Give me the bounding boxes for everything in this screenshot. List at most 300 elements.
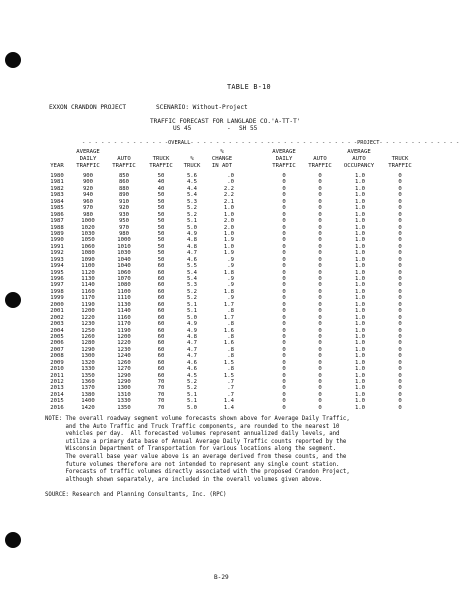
forecast-title: TRAFFIC FORECAST FOR LANGLADE CO.'A-TT-T'	[150, 118, 301, 125]
table-cell: 0	[398, 359, 402, 366]
table-cell: 1991	[50, 243, 64, 250]
table-cell: 70	[157, 379, 165, 385]
table-cell: 1.0	[354, 308, 366, 315]
scenario-label: SCENARIO: Without-Project	[156, 104, 248, 111]
table-cell: .8	[227, 321, 234, 328]
table-cell: 1.0	[354, 230, 366, 237]
table-cell: 1.0	[223, 211, 234, 218]
table-cell: 1030	[81, 230, 95, 237]
project-name: EXXON CRANDON PROJECT	[49, 104, 127, 111]
table-cell: 960	[82, 198, 94, 205]
table-cell: 5.2	[186, 379, 198, 385]
table-cell: 1240	[117, 353, 131, 360]
column-auto-traffic	[110, 173, 138, 411]
table-cell: 2002	[50, 314, 64, 321]
table-cell: 0	[318, 301, 322, 308]
table-cell: 1350	[117, 404, 131, 411]
table-cell: 50	[157, 243, 165, 250]
table-cell: .0	[227, 179, 234, 186]
table-cell: 2000	[50, 301, 64, 308]
table-cell: 50	[157, 211, 165, 218]
table-cell: 0	[318, 288, 322, 295]
table-cell: 1998	[50, 288, 64, 295]
note-line: Wisconsin Department of Transportation for various locations along the segment.	[45, 446, 337, 453]
table-cell: 1.0	[354, 340, 366, 347]
table-cell: .8	[227, 353, 234, 360]
table-cell: 5.4	[186, 192, 198, 199]
table-cell: 2006	[50, 340, 64, 347]
table-cell: 5.4	[186, 276, 198, 282]
table-cell: 0	[282, 218, 286, 225]
table-cell: 2.1	[223, 198, 234, 205]
table-cell: 1130	[81, 276, 95, 282]
table-cell: 60	[157, 372, 165, 379]
table-cell: 1080	[81, 250, 95, 257]
table-title: TABLE B-10	[227, 83, 271, 91]
table-cell: 0	[398, 218, 402, 225]
table-cell: 1.0	[354, 263, 366, 270]
table-cell: .9	[227, 276, 234, 282]
table-cell: 1080	[117, 282, 131, 289]
table-cell: 5.3	[186, 198, 198, 205]
table-cell: 2.0	[223, 218, 234, 225]
table-cell: 4.7	[186, 346, 198, 353]
table-cell: 1.0	[354, 391, 366, 398]
table-cell: 4.7	[186, 353, 198, 360]
table-cell: 1250	[81, 327, 95, 334]
table-cell: 5.2	[186, 295, 198, 302]
table-cell: 0	[318, 308, 322, 315]
column-pct-change	[208, 173, 234, 411]
table-cell: 1.0	[354, 237, 366, 244]
overall-group-header: - - - - - - - - - - - - - -OVERALL- - - - - - - - - - - - -	[82, 140, 271, 146]
header-project-avg-daily-traffic: AVERAGE DAILY TRAFFIC	[272, 149, 296, 169]
column-project-avg-occupancy	[349, 173, 371, 411]
table-cell: 0	[282, 385, 286, 392]
table-cell: 60	[157, 276, 165, 282]
table-cell: 0	[318, 353, 322, 360]
table-cell: 1.0	[354, 282, 366, 289]
table-cell: 1040	[117, 256, 131, 263]
table-cell: 1992	[50, 250, 64, 257]
table-cell: 0	[318, 314, 322, 321]
note-line: NOTE: The overall roadway segment volume forecasts shown above for Average Daily Traffic,	[45, 416, 350, 422]
table-cell: 0	[318, 224, 322, 231]
table-cell: 1.0	[354, 398, 366, 405]
table-cell: 1290	[117, 379, 131, 385]
table-cell: 0	[318, 282, 322, 289]
table-cell: 60	[157, 321, 165, 328]
table-cell: .8	[227, 308, 234, 315]
table-cell: 1.0	[354, 243, 366, 250]
table-cell: .9	[227, 256, 234, 263]
table-cell: 0	[318, 218, 322, 225]
table-cell: 0	[318, 372, 322, 379]
table-cell: 1997	[50, 282, 64, 289]
table-cell: 1270	[117, 366, 131, 373]
table-cell: 2015	[50, 398, 64, 405]
note-line: Forecasts of traffic volumes directly associated with the proposed Crandon Project,	[45, 469, 350, 476]
table-cell: 0	[282, 301, 286, 308]
table-cell: 1.5	[223, 359, 234, 366]
table-cell: 0	[398, 179, 402, 186]
table-cell: 1986	[50, 211, 64, 218]
table-cell: 0	[282, 353, 286, 360]
table-cell: 0	[282, 391, 286, 398]
table-cell: 2.2	[223, 185, 234, 192]
table-cell: 1300	[81, 353, 95, 360]
table-cell: 1989	[50, 230, 64, 237]
table-cell: 1.4	[223, 404, 234, 411]
table-cell: 1230	[117, 346, 131, 353]
table-cell: 910	[118, 198, 130, 205]
table-cell: 0	[282, 185, 286, 192]
table-cell: 920	[118, 205, 130, 212]
table-cell: 0	[282, 224, 286, 231]
table-cell: 1.0	[354, 295, 366, 302]
table-cell: 0	[282, 243, 286, 250]
table-cell: 0	[318, 359, 322, 366]
table-cell: 0	[398, 346, 402, 353]
table-cell: 920	[82, 185, 94, 192]
table-cell: 4.9	[186, 327, 198, 334]
table-cell: 0	[318, 295, 322, 302]
table-cell: 1100	[117, 288, 131, 295]
table-cell: 1980	[50, 173, 64, 179]
table-cell: 1320	[81, 359, 95, 366]
table-cell: 930	[118, 211, 130, 218]
table-cell: 1995	[50, 269, 64, 276]
table-cell: .8	[227, 333, 234, 340]
column-year	[46, 173, 68, 411]
table-cell: 1.0	[354, 333, 366, 340]
table-cell: 5.0	[186, 224, 198, 231]
table-cell: 0	[282, 288, 286, 295]
note-line: although shown separately, are included in the overall volumes given above.	[45, 476, 323, 483]
header-year: YEAR	[50, 163, 64, 169]
table-cell: 0	[318, 333, 322, 340]
table-cell: 1.0	[223, 205, 234, 212]
table-cell: 50	[157, 205, 165, 212]
table-cell: 1.6	[223, 340, 234, 347]
table-cell: 60	[157, 359, 165, 366]
table-cell: 1140	[81, 282, 95, 289]
table-cell: 0	[318, 185, 322, 192]
table-cell: 980	[118, 230, 130, 237]
table-cell: 0	[318, 243, 322, 250]
table-cell: 0	[282, 308, 286, 315]
table-cell: 50	[157, 256, 165, 263]
table-cell: 4.8	[186, 237, 198, 244]
table-cell: 1380	[81, 391, 95, 398]
table-cell: 1.0	[354, 198, 366, 205]
table-cell: 1.6	[223, 327, 234, 334]
table-cell: 1.7	[223, 314, 234, 321]
column-avg-daily-traffic	[74, 173, 102, 411]
table-cell: 1000	[117, 237, 131, 244]
column-truck-traffic	[148, 173, 174, 411]
table-cell: 5.6	[186, 173, 198, 179]
table-cell: 0	[398, 263, 402, 270]
table-cell: 5.1	[186, 391, 198, 398]
table-cell: 0	[398, 372, 402, 379]
table-cell: 0	[318, 211, 322, 218]
table-cell: 2009	[50, 359, 64, 366]
table-cell: 0	[282, 372, 286, 379]
table-cell: 1985	[50, 205, 64, 212]
table-cell: 0	[282, 256, 286, 263]
note-line: utilize a primary data base of Annual Average Daily Traffic counts reported by the	[45, 438, 347, 445]
table-cell: 1130	[117, 301, 131, 308]
table-cell: 2001	[50, 308, 64, 315]
table-cell: 1.7	[223, 301, 234, 308]
table-cell: 2.0	[223, 224, 234, 231]
table-cell: 4.8	[186, 243, 198, 250]
table-cell: 1300	[117, 385, 131, 392]
table-cell: 0	[318, 179, 322, 186]
table-cell: 0	[282, 346, 286, 353]
table-cell: 0	[398, 314, 402, 321]
table-cell: 1.0	[354, 173, 366, 179]
table-cell: 0	[318, 379, 322, 385]
table-cell: 970	[82, 205, 94, 212]
table-cell: 1.0	[354, 353, 366, 360]
table-cell: 0	[398, 340, 402, 347]
table-cell: 1090	[81, 256, 95, 263]
table-cell: 50	[157, 192, 165, 199]
table-cell: 60	[157, 346, 165, 353]
table-cell: 1160	[117, 314, 131, 321]
route-b: SH 55	[239, 125, 258, 132]
table-cell: 1310	[117, 391, 131, 398]
table-cell: 0	[318, 205, 322, 212]
table-cell: 60	[157, 333, 165, 340]
column-project-auto-traffic	[309, 173, 331, 411]
table-cell: 1.8	[223, 269, 234, 276]
table-cell: 1999	[50, 295, 64, 302]
table-cell: 1330	[117, 398, 131, 405]
table-cell: 900	[82, 179, 94, 186]
table-cell: 0	[318, 321, 322, 328]
table-cell: 1260	[81, 333, 95, 340]
table-cell: 0	[318, 173, 322, 179]
table-cell: 2016	[50, 404, 64, 411]
table-cell: 0	[398, 366, 402, 373]
table-cell: 0	[282, 237, 286, 244]
table-cell: 0	[398, 308, 402, 315]
table-cell: 50	[157, 230, 165, 237]
header-truck-traffic: TRUCK TRAFFIC	[149, 156, 173, 169]
table-cell: 4.6	[186, 366, 198, 373]
table-cell: 0	[282, 179, 286, 186]
table-cell: 50	[157, 198, 165, 205]
table-cell: 1988	[50, 224, 64, 231]
header-project-auto-traffic: AUTO TRAFFIC	[308, 156, 332, 169]
table-cell: 5.5	[186, 263, 198, 270]
table-cell: 0	[398, 250, 402, 257]
table-cell: 0	[282, 366, 286, 373]
table-cell: 1.0	[354, 185, 366, 192]
binder-hole-middle	[5, 292, 21, 308]
table-cell: 0	[282, 333, 286, 340]
table-cell: 1160	[81, 288, 95, 295]
table-cell: 1996	[50, 276, 64, 282]
table-cell: 1.0	[354, 314, 366, 321]
source-line: SOURCE: Research and Planning Consultants, Inc. (RPC)	[45, 492, 227, 498]
table-cell: 1.0	[354, 301, 366, 308]
table-cell: 60	[157, 353, 165, 360]
table-cell: 0	[282, 404, 286, 411]
table-cell: 0	[318, 269, 322, 276]
table-cell: 1.9	[223, 250, 234, 257]
table-cell: 1070	[117, 276, 131, 282]
table-cell: 5.1	[186, 218, 198, 225]
table-cell: 1020	[81, 224, 95, 231]
column-project-truck-traffic	[389, 173, 411, 411]
table-cell: 1170	[81, 295, 95, 302]
table-cell: .8	[227, 346, 234, 353]
table-cell: 1.0	[354, 385, 366, 392]
note-line: future volumes therefore are not intended to represent any single count station.	[45, 461, 340, 468]
note-line: vehicles per day. All forecasted volumes represent annualized daily levels, and	[45, 431, 340, 438]
table-cell: 0	[282, 205, 286, 212]
table-cell: 0	[398, 379, 402, 385]
table-cell: 4.6	[186, 256, 198, 263]
table-cell: 70	[157, 404, 165, 411]
table-cell: 50	[157, 237, 165, 244]
table-cell: 0	[318, 391, 322, 398]
table-cell: 1987	[50, 218, 64, 225]
table-cell: 1.8	[223, 288, 234, 295]
table-cell: 1994	[50, 263, 64, 270]
table-cell: 70	[157, 385, 165, 392]
table-cell: 1981	[50, 179, 64, 186]
table-cell: 5.0	[186, 314, 198, 321]
table-cell: 1982	[50, 185, 64, 192]
table-cell: 0	[398, 205, 402, 212]
table-cell: 5.1	[186, 301, 198, 308]
table-cell: 5.2	[186, 211, 198, 218]
table-cell: 2011	[50, 372, 64, 379]
table-cell: 0	[318, 230, 322, 237]
table-cell: 0	[398, 224, 402, 231]
page-number: B-29	[214, 574, 229, 581]
note-line: The overall base year value above is an average derived from these counts, and the	[45, 454, 347, 460]
table-cell: 1993	[50, 256, 64, 263]
table-cell: 1190	[81, 301, 95, 308]
table-cell: 1260	[117, 359, 131, 366]
table-cell: 60	[157, 263, 165, 270]
table-cell: 1200	[81, 308, 95, 315]
header-project-avg-occupancy: AVERAGE AUTO OCCUPANCY	[343, 149, 375, 169]
table-cell: 0	[398, 198, 402, 205]
table-cell: 1.0	[354, 327, 366, 334]
table-cell: 2004	[50, 327, 64, 334]
table-cell: 2010	[50, 366, 64, 373]
table-cell: 60	[157, 295, 165, 302]
table-cell: 60	[157, 340, 165, 347]
table-cell: 1040	[117, 263, 131, 270]
table-cell: 0	[318, 192, 322, 199]
table-cell: 1.0	[354, 205, 366, 212]
table-cell: 1.0	[354, 276, 366, 282]
table-cell: 50	[157, 173, 165, 179]
table-cell: .9	[227, 282, 234, 289]
table-cell: 850	[118, 173, 130, 179]
table-cell: 40	[157, 179, 165, 186]
table-cell: 0	[318, 250, 322, 257]
table-cell: 5.3	[186, 282, 198, 289]
table-cell: 50	[157, 224, 165, 231]
table-cell: 0	[282, 327, 286, 334]
table-cell: 0	[282, 340, 286, 347]
table-cell: 0	[282, 230, 286, 237]
table-cell: 1.0	[354, 372, 366, 379]
table-cell: 5.1	[186, 308, 198, 315]
table-cell: 1.5	[223, 372, 234, 379]
table-cell: 4.9	[186, 230, 198, 237]
table-cell: 1.0	[223, 230, 234, 237]
table-cell: 0	[398, 295, 402, 302]
table-cell: 1120	[81, 269, 95, 276]
project-group-header: - - - - - - - - - - - - - -PROJECT- - - - - - - - - - - - -	[271, 140, 460, 146]
table-cell: 0	[398, 192, 402, 199]
table-cell: 0	[398, 288, 402, 295]
table-cell: 0	[398, 398, 402, 405]
table-cell: 1.0	[354, 256, 366, 263]
table-cell: 0	[282, 211, 286, 218]
table-cell: 0	[282, 263, 286, 270]
table-cell: .7	[227, 379, 234, 385]
table-cell: 4.7	[186, 340, 198, 347]
binder-hole-top	[5, 52, 21, 68]
table-cell: 0	[398, 282, 402, 289]
column-project-avg-daily-traffic	[273, 173, 295, 411]
table-cell: 4.6	[186, 359, 198, 366]
table-cell: 0	[318, 385, 322, 392]
table-cell: 60	[157, 269, 165, 276]
table-cell: 0	[398, 321, 402, 328]
table-cell: .0	[227, 173, 234, 179]
table-cell: 0	[398, 173, 402, 179]
table-cell: 1983	[50, 192, 64, 199]
table-cell: 0	[318, 276, 322, 282]
table-cell: 970	[118, 224, 130, 231]
table-cell: 0	[398, 391, 402, 398]
table-cell: 1280	[81, 340, 95, 347]
table-cell: .9	[227, 295, 234, 302]
table-cell: 0	[318, 263, 322, 270]
table-cell: 70	[157, 391, 165, 398]
table-cell: 0	[318, 398, 322, 405]
header-pct-truck: % TRUCK	[183, 156, 201, 169]
table-cell: 1220	[117, 340, 131, 347]
table-cell: 1.0	[354, 321, 366, 328]
table-cell: 0	[318, 404, 322, 411]
route-a: US 45	[173, 125, 192, 132]
table-cell: 4.8	[186, 333, 198, 340]
table-cell: 0	[282, 295, 286, 302]
binder-hole-bottom	[5, 532, 21, 548]
table-cell: 1060	[81, 243, 95, 250]
header-auto-traffic: AUTO TRAFFIC	[112, 156, 136, 169]
table-cell: 1010	[117, 243, 131, 250]
table-cell: 5.2	[186, 288, 198, 295]
table-cell: 4.7	[186, 250, 198, 257]
table-cell: 1.0	[354, 359, 366, 366]
table-cell: 1350	[81, 372, 95, 379]
table-cell: 0	[282, 276, 286, 282]
